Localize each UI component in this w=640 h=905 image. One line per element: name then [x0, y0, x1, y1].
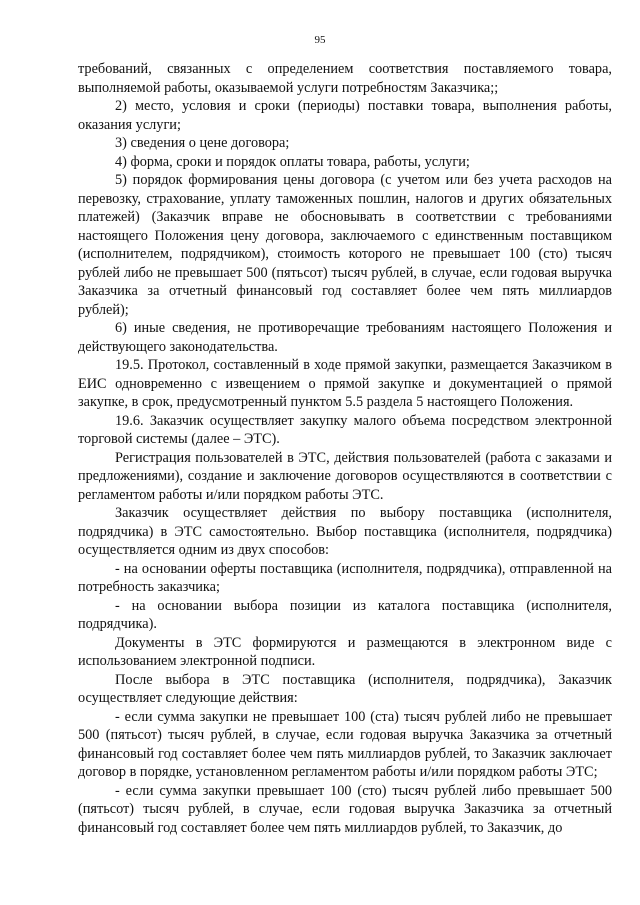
paragraph: 6) иные сведения, не противоречащие требованиям настоящего Положения и действующего законодательства.	[78, 320, 612, 355]
paragraph: Документы в ЭТС формируются и размещаются в электронном виде с использованием электронной подписи.	[78, 634, 612, 669]
paragraph: 3) сведения о цене договора;	[115, 135, 290, 151]
paragraph: - на основании выбора позиции из каталога поставщика (исполнителя, подрядчика).	[78, 597, 612, 632]
paragraph: Регистрация пользователей в ЭТС, действия пользователей (работа с заказами и предложениями), создание и заключение договоров осуществляются в соответствии с регламентом работы и/или порядком работы ЭТС.	[78, 449, 612, 503]
paragraph: 19.5. Протокол, составленный в ходе прямой закупки, размещается Заказчиком в ЕИС одновременно с извещением о прямой закупке и документацией о прямой закупке, в срок, предусмотренный пунктом 5.5 раздела 5 настоящего Положения.	[78, 357, 612, 410]
document-body	[78, 60, 612, 837]
paragraph: - если сумма закупки превышает 100 (сто) тысяч рублей либо превышает 500 (пятьсот) тысяч рублей, в случае, если годовая выручка Заказчика за отчетный финансовый год составляет более чем пять миллиардов рублей, то Заказчик, до	[78, 782, 612, 836]
paragraph: 4) форма, сроки и порядок оплаты товара, работы, услуги;	[115, 153, 470, 170]
paragraph: После выбора в ЭТС поставщика (исполнителя, подрядчика), Заказчик осуществляет следующие действия:	[78, 671, 612, 706]
paragraph: - на основании оферты поставщика (исполнителя, подрядчика), отправленной на потребность заказчика;	[78, 560, 612, 595]
paragraph: требований, связанных с определением соответствия поставляемого товара, выполняемой работы, оказываемой услуги потребностям Заказчика;;	[78, 61, 612, 96]
page-number: 95	[314, 34, 326, 46]
paragraph: 19.6. Заказчик осуществляет закупку малого объема посредством электронной торговой системы (далее – ЭТС).	[78, 412, 612, 447]
paragraph: 5) порядок формирования цены договора (с учетом или без учета расходов на перевозку, страхование, уплату таможенных пошлин, налогов и других обязательных платежей) (Заказчик вправе не обосновывать в соответствии с требованиями настоящего Положения цену договора, заключаемого с единственным поставщиком (исполнителем, подрядчиком), стоимость которого не превышает 100 (сто) тысяч рублей либо не превышает 500 (пятьсот) тысяч рублей, в случае, если годовая выручка Заказчика за отчетный финансовый год составляет более чем пять миллиардов рублей);	[78, 172, 612, 318]
paragraph: Заказчик осуществляет действия по выбору поставщика (исполнителя, подрядчика) в ЭТС самостоятельно. Выбор поставщика (исполнителя, подрядчика) осуществляется одним из двух способов:	[78, 505, 612, 558]
paragraph: 2) место, условия и сроки (периоды) поставки товара, выполнения работы, оказания услуги;	[78, 98, 612, 133]
paragraph: - если сумма закупки не превышает 100 (ста) тысяч рублей либо не превышает 500 (пятьсот) тысяч рублей, в случае, если годовая выручка Заказчика за отчетный финансовый год составляет более чем пять миллиардов рублей, то Заказчик заключает договор в порядке, установленном регламентом работы и/или порядком работы ЭТС;	[78, 708, 612, 780]
